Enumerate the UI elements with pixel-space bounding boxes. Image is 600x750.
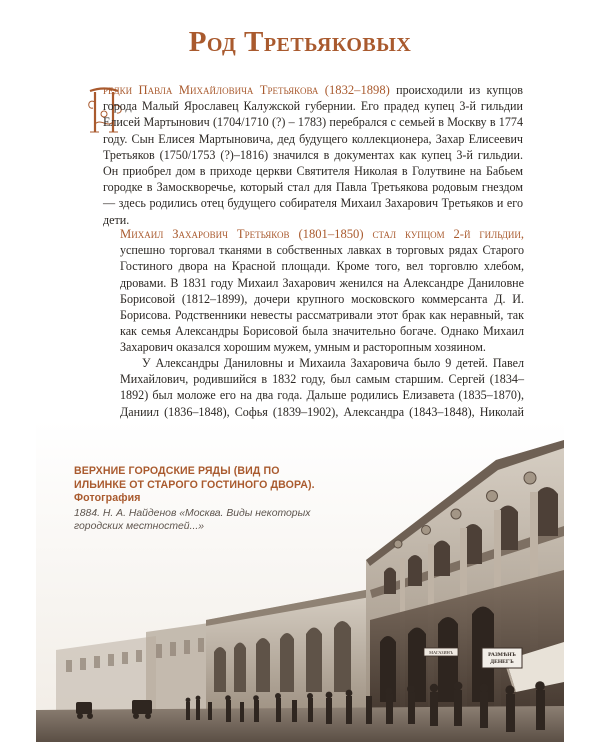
drop-cap-letter (87, 84, 112, 118)
page-title: Род Третьяковых (188, 26, 412, 58)
paragraph-lead: редки Павла Михайловича Третьякова (1832–1898) (103, 83, 390, 97)
shop-sign-text: МАГАЗИНЪ (429, 650, 453, 655)
caption-title-text: ВЕРХНИЕ ГОРОДСКИЕ РЯДЫ (ВИД ПО ИЛЬИНКЕ ОТ СТАРОГО ГОСТИНОГО ДВОРА). (74, 465, 315, 491)
paragraph-body-mikhail: успешно торговал тканями в собственных лавках в торговых рядах Старого Гостиного двора на Красной площади. Кроме того, вел торговлю хлебом, дровами. В 1831 году Михаил Захарович женился на Александре Даниловне Борисовой (1812–1899), дочери крупного московского коммерсанта Д. И. Борисова. Родственники невесты рассматривали этот брак как неравный, так как семья Александры Борисовой была значительно богаче. Однако Михаил Захарович оказался хорошим мужем, умным и расторопным хозяином. (120, 243, 524, 355)
paragraph-ancestors (103, 82, 523, 228)
paragraph-mikhail (120, 226, 524, 356)
paragraph-body-ancestors: происходили из купцов города Малый Ярославец Калужской губернии. Его прадед купец 3-й гильдии Елисей Мартынович (1704/1710 (?) – 1783) перебрался с семьей в Москву в 1774 году. Сын Елисея Мартыновича, дед будущего коллекционера, Захар Елисеевич Третьяков (1750/1753 (?)–1816) значился в документах как купец 3-й гильдии. Он приобрел дом в приходе церкви Святителя Николая в Голутвине на Бабьем городке в Замоскворечье, который стал для Павла Третьякова родовым гнездом — здесь родились отец будущего собирателя Михаил Захарович Третьяков и его дети. (103, 83, 523, 227)
caption-kind: Фотография (74, 492, 141, 504)
photo-caption (74, 465, 334, 533)
caption-source: 1884. Н. А. Найденов «Москва. Виды некоторых городских местностей...» (74, 507, 311, 532)
caption-title (74, 465, 334, 506)
paragraph-children: У Александры Даниловны и Михаила Захаровича было 9 детей. Павел Михайлович, родившийся в 1832 году, был самым старшим. Сергей (1834–1892) был моложе его на два года. Дальше родились Елизавета (1835–1870), Даниил (1836–1848), Софья (1839–1902), Александра (1843–1848), Николай (120, 356, 524, 419)
paragraph-lead-mikhail: Михаил Захарович Третьяков (1801–1850) стал купцом 2-й гильдии, (120, 227, 524, 241)
exchange-sign-text: РАЗМѢНЪ ДЕНЕГЪ (488, 652, 516, 665)
